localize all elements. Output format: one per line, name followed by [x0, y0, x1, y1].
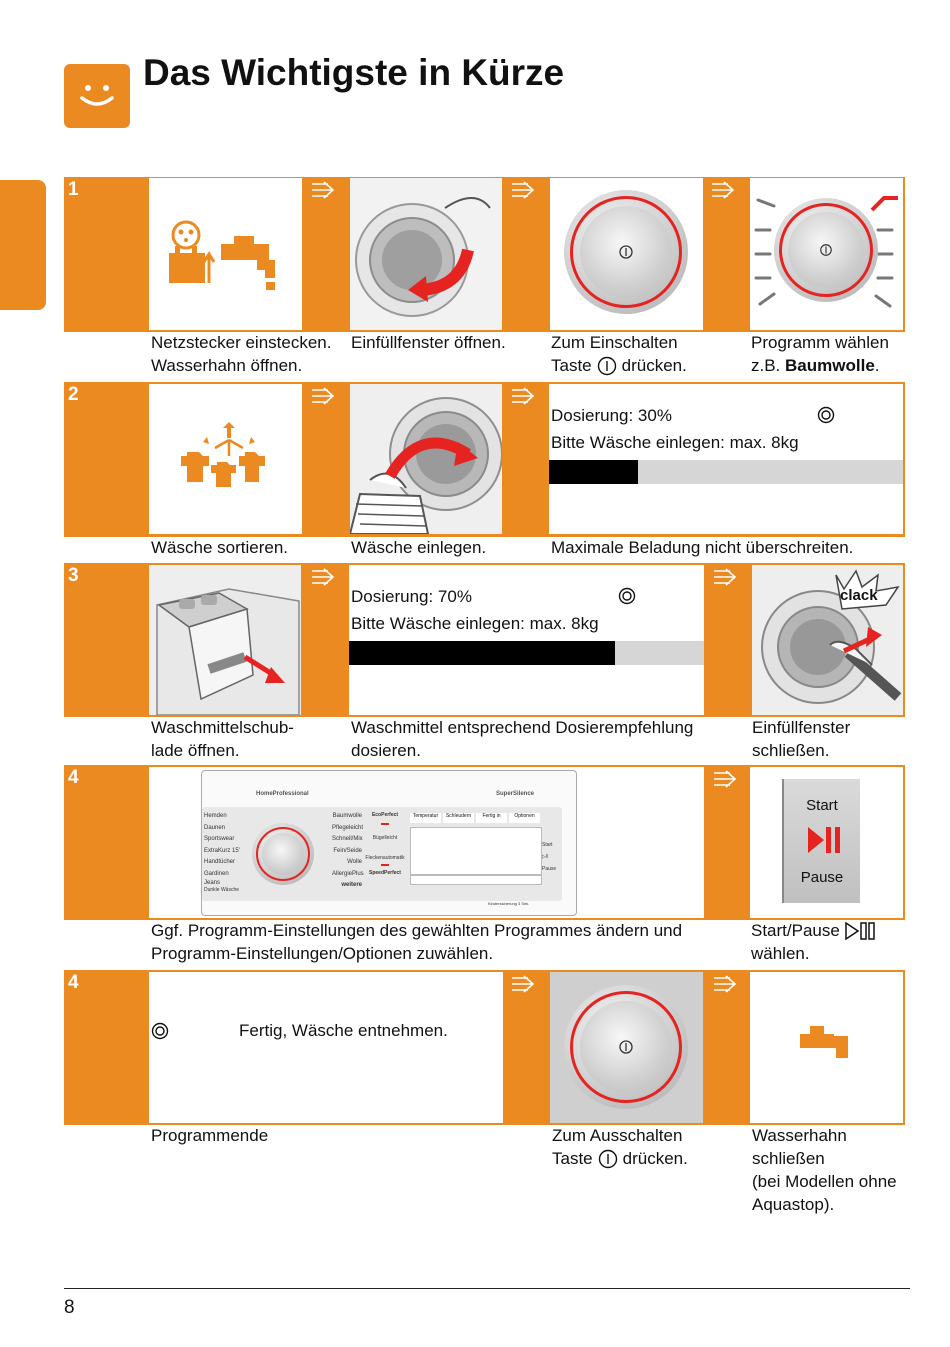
caption-switch-on: Zum Einschalten Taste drücken.	[551, 333, 687, 375]
detergent-icon	[816, 406, 836, 424]
power-icon	[597, 356, 617, 376]
load-text: Bitte Wäsche einlegen: max. 8kg	[551, 433, 799, 452]
dial-off-illustration	[550, 972, 703, 1123]
close-tap-illustration	[750, 972, 903, 1123]
panel-start-pause: Start ▷‖ Pause	[542, 842, 557, 872]
brand-left: HomeProfessional	[256, 791, 309, 797]
caption-close-tap: Wasserhahn schließen (bei Modellen ohne Aquastop).	[752, 1126, 897, 1214]
status-finished: Fertig, Wäsche entnehmen.	[239, 1021, 448, 1040]
step-number: 1	[68, 179, 79, 200]
next-arrow-icon	[310, 567, 336, 587]
next-arrow-icon	[710, 180, 736, 200]
display-panel-row3	[349, 565, 704, 715]
load-laundry-illustration	[350, 384, 502, 534]
smiley-logo-icon	[64, 64, 130, 128]
start-pause-illustration	[750, 767, 903, 918]
next-arrow-icon	[712, 567, 738, 587]
caption-plug-tap: Netzstecker einstecken. Wasserhahn öffnen.	[151, 333, 332, 375]
detergent-drawer-illustration	[149, 565, 301, 715]
child-lock-label: Kindersicherung 3 Sek.	[488, 901, 530, 906]
caption-close-door: Einfüllfenster schließen.	[752, 718, 851, 760]
next-arrow-icon	[510, 974, 536, 994]
brand-right: SuperSilence	[496, 791, 535, 797]
load-text: Bitte Wäsche einlegen: max. 8kg	[351, 614, 599, 633]
chapter-tab	[0, 180, 46, 310]
step-number: 3	[68, 565, 79, 586]
start-pause-button: Start Pause	[782, 779, 860, 903]
next-arrow-icon	[310, 180, 336, 200]
caption-open-drawer: Waschmittelschub- lade öffnen.	[151, 718, 294, 760]
panel-display	[410, 827, 542, 875]
dial-on-illustration	[550, 178, 703, 330]
page-title: Das Wichtigste in Kürze	[143, 52, 565, 93]
plug-tap-illustration	[149, 178, 302, 330]
power-icon	[598, 1149, 618, 1169]
caption-switch-off: Zum Ausschalten Taste drücken.	[552, 1126, 688, 1168]
caption-open-door: Einfüllfenster öffnen.	[351, 333, 506, 352]
dosing-progress-fill	[349, 641, 615, 665]
caption-settings: Ggf. Programm-Einstellungen des gewählten Programmes ändern und Programm-Einstellungen/Optionen zuwählen.	[151, 921, 683, 963]
dial-select-program-illustration	[750, 178, 903, 330]
close-door-illustration	[752, 565, 903, 715]
next-arrow-icon	[510, 180, 536, 200]
next-arrow-icon	[712, 769, 738, 789]
control-panel-illustration	[149, 767, 704, 918]
caption-start-pause: Start/Pause wählen.	[751, 919, 876, 965]
page-number: 8	[64, 1297, 75, 1318]
start-pause-icon	[806, 825, 842, 855]
next-arrow-icon	[310, 386, 336, 406]
display-panel-row2	[549, 384, 903, 534]
caption-sort: Wäsche sortieren.	[151, 538, 288, 557]
detergent-icon	[617, 587, 637, 605]
dosing-progress-bar	[549, 460, 903, 484]
caption-dosing: Waschmittel entsprechend Dosierempfehlung dosieren.	[351, 718, 694, 760]
step-number: 4	[68, 972, 79, 993]
caption-select-program: Programm wählen z.B. Baumwolle.	[751, 333, 889, 375]
footer-rule	[64, 1288, 910, 1289]
dosing-progress-bar	[349, 641, 704, 665]
washer-door-open-illustration	[350, 178, 502, 330]
start-pause-small-icon	[844, 921, 876, 941]
next-arrow-icon	[712, 974, 738, 994]
caption-program-end: Programmende	[151, 1126, 269, 1145]
step-number: 4	[68, 767, 79, 788]
control-panel	[201, 770, 577, 916]
caption-load: Wäsche einlegen.	[351, 538, 487, 557]
option-buttons: EcoPerfect Bügelleicht Fleckenautomatik SpeedPerfect	[365, 812, 405, 876]
program-list-left: Hemden Daunen Sportswear ExtraKurz 15' Handtücher Gardinen Jeans Dunkle Wäsche	[204, 813, 240, 893]
caption-max-load: Maximale Beladung nicht überschreiten.	[551, 538, 854, 557]
dosing-text: Dosierung: 70%	[351, 587, 472, 606]
finished-display	[149, 972, 503, 1123]
drum-icon	[150, 1022, 170, 1040]
dosing-progress-fill	[549, 460, 638, 484]
next-arrow-icon	[510, 386, 536, 406]
clack-label: clack	[840, 587, 878, 604]
option-tabs: Temperatur Schleudern Fertig in Optionen	[410, 813, 540, 823]
dosing-text: Dosierung: 30%	[551, 406, 672, 425]
laundry-sort-illustration	[149, 384, 302, 534]
program-list-right: Baumwolle Pflegeleicht Schnell/Mix Fein/Seide Wolle AllergiePlus weitere	[332, 813, 364, 888]
step-number: 2	[68, 384, 79, 405]
